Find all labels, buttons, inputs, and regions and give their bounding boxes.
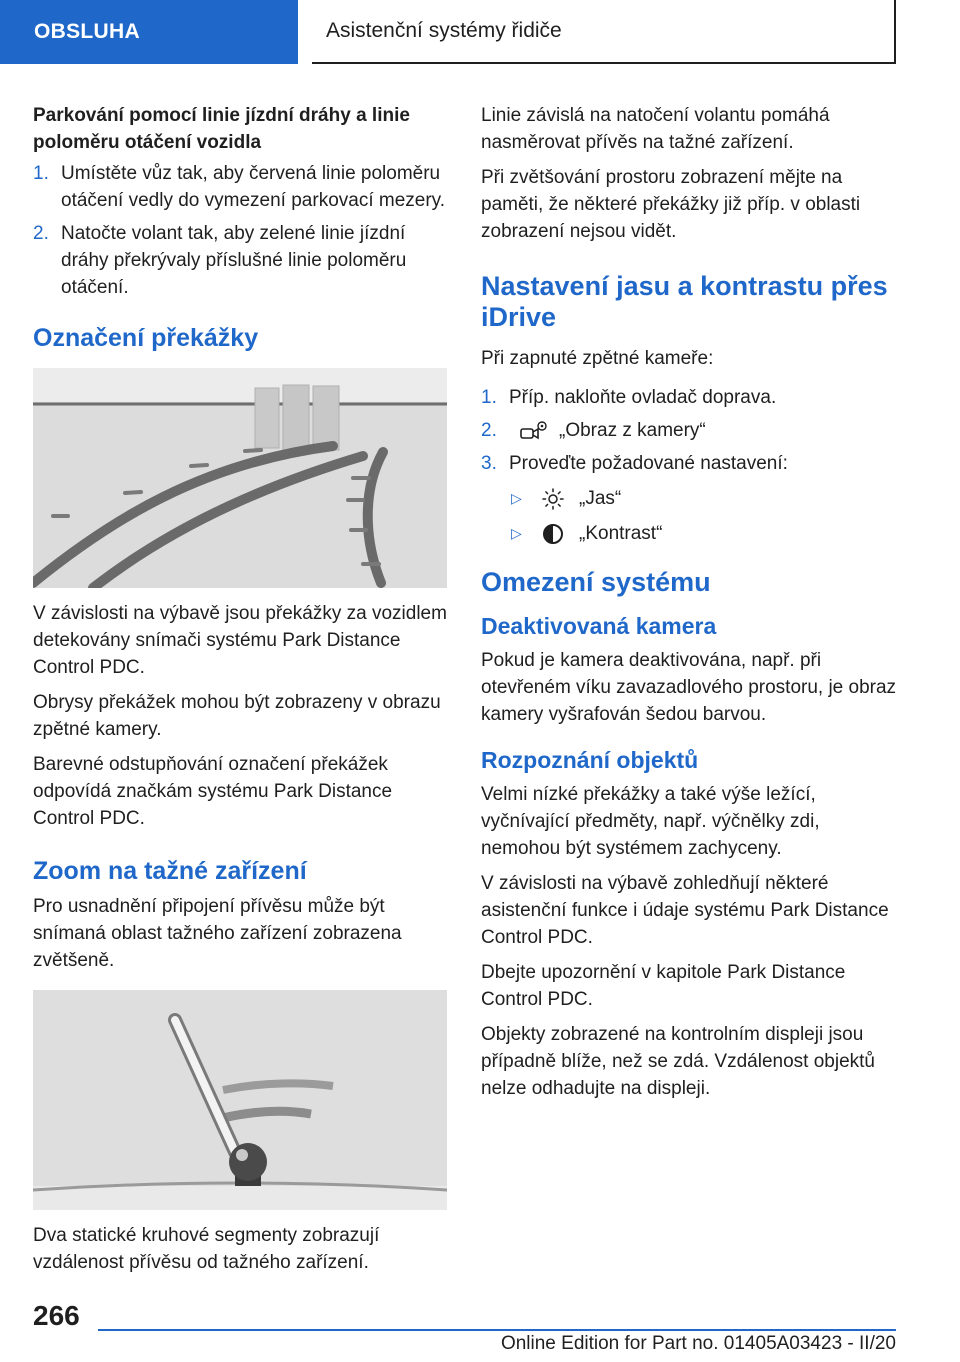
obstacle-p1: V závislosti na výbavě jsou překážky za vozidlem detekovány snímači systému Park Distance Control PDC. — [33, 603, 447, 678]
zoom-heading: Zoom na tažné zařízení — [33, 857, 307, 885]
step-text: Umístěte vůz tak, aby červená linie poloměru otáčení vedly do vymezení parkovací mezery. — [61, 163, 446, 211]
list-item — [481, 417, 897, 444]
list-item — [481, 485, 897, 512]
list-item — [481, 450, 897, 477]
right-column — [481, 102, 897, 1110]
idrive-steps — [481, 384, 897, 477]
list-item — [33, 220, 449, 301]
step-text: Proveďte požadované nastavení: — [509, 453, 788, 474]
step-text: Příp. nakloňte ovladač doprava. — [509, 387, 777, 408]
list-item — [481, 384, 897, 411]
towbar-illustration — [33, 990, 447, 1210]
detection-p2: V závislosti na výbavě zohledňují některé asistenční funkce i údaje systému Park Distance Control PDC. — [481, 873, 889, 948]
obstacle-marking-figure — [33, 368, 447, 588]
contrast-icon — [541, 522, 565, 546]
chapter-title: Asistenční systémy řidiče — [312, 0, 896, 64]
towbar-zoom-figure — [33, 990, 447, 1210]
step-number: 2. — [481, 420, 497, 441]
step-text: „Obraz z kamery“ — [559, 420, 706, 441]
idrive-heading: Nastavení jasu a kontrastu přes iDrive — [481, 271, 888, 332]
footer-divider — [98, 1329, 896, 1331]
obstacle-illustration — [33, 368, 447, 588]
setting-label: „Jas“ — [579, 488, 622, 509]
triangle-bullet-icon: ▷ — [511, 525, 522, 541]
obstacle-p3: Barevné odstupňování označení překážek odpovídá značkám systému Park Distance Control PDC. — [33, 754, 393, 829]
step-number: 2. — [33, 223, 49, 244]
detection-p4: Objekty zobrazené na kontrolním displeji jsou případně blíže, než se zdá. Vzdálenost objektů nelze odhadujte na displeji. — [481, 1024, 875, 1099]
deactivated-p: Pokud je kamera deaktivována, např. při otevřeném víku zavazadlového prostoru, je obraz kamery vyšrafován šedou barvou. — [481, 650, 897, 725]
step-number: 1. — [481, 387, 497, 408]
deactivated-heading: Deaktivovaná kamera — [481, 613, 717, 639]
idrive-settings — [481, 485, 897, 547]
left-column — [33, 102, 449, 1284]
zoom-p2: Dva statické kruhové segmenty zobrazují vzdálenost přívěsu od tažného zařízení. — [33, 1225, 380, 1273]
zoom-p1: Pro usnadnění připojení přívěsu může být snímaná oblast tažného zařízení zobrazena zvětšeně. — [33, 896, 402, 971]
triangle-bullet-icon: ▷ — [511, 490, 522, 506]
step-number: 1. — [33, 163, 49, 184]
detection-p3: Dbejte upozornění v kapitole Park Distance Control PDC. — [481, 962, 846, 1010]
limits-heading: Omezení systému — [481, 567, 711, 597]
edition-note: Online Edition for Part no. 01405A03423 - II/20 — [500, 1333, 896, 1354]
parking-heading: Parkování pomocí linie jízdní dráhy a linie poloměru otáčení vozidla — [33, 105, 410, 153]
page-number: 266 — [33, 1300, 80, 1331]
camera-settings-icon — [519, 419, 545, 443]
obstacle-p2: Obrysy překážek mohou být zobrazeny v obrazu zpětné kamery. — [33, 692, 441, 740]
idrive-intro: Při zapnuté zpětné kameře: — [481, 348, 714, 369]
list-item — [33, 160, 449, 214]
brightness-icon — [541, 487, 565, 511]
step-text: Natočte volant tak, aby zelené linie jízdní dráhy překrývaly příslušné linie poloměru otáčení. — [61, 223, 407, 298]
detection-heading: Rozpoznání objektů — [481, 747, 699, 773]
list-item — [481, 520, 897, 547]
trailer-p1: Linie závislá na natočení volantu pomáhá nasměrovat přívěs na tažné zařízení. — [481, 105, 830, 153]
section-tab: OBSLUHA — [0, 0, 298, 64]
step-number: 3. — [481, 453, 497, 474]
detection-p1: Velmi nízké překážky a také výše ležící, vyčnívající předměty, např. výčnělky zdi, nemohou být systémem zachyceny. — [481, 784, 820, 859]
trailer-p2: Při zvětšování prostoru zobrazení mějte na paměti, že některé překážky již příp. v oblasti zobrazení nejsou vidět. — [481, 167, 861, 242]
parking-steps — [33, 160, 449, 301]
setting-label: „Kontrast“ — [579, 523, 663, 544]
obstacle-heading: Označení překážky — [33, 324, 259, 352]
